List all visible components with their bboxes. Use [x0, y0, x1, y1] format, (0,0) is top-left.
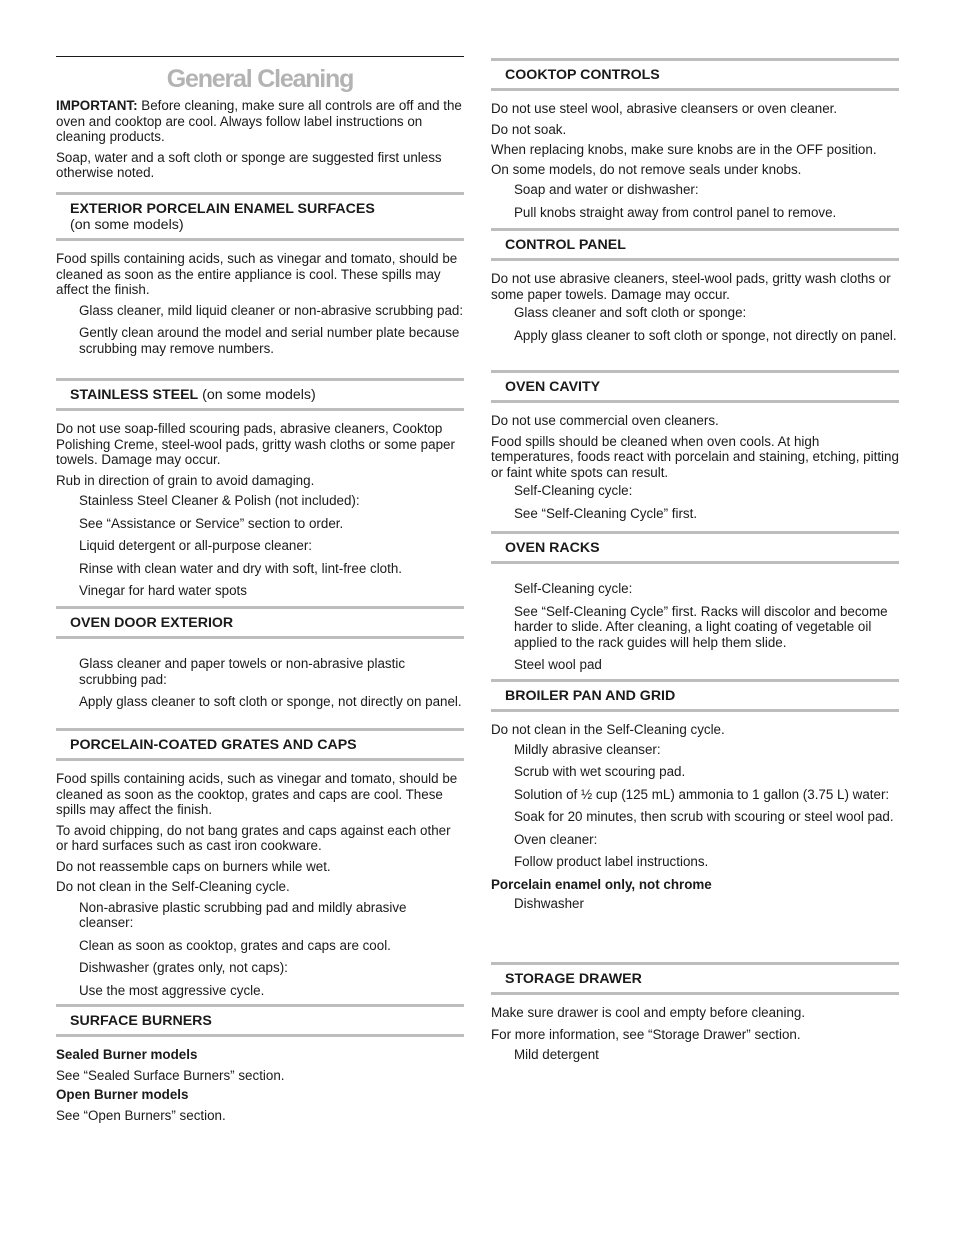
- section-header: [491, 679, 899, 712]
- instruction-item: Apply glass cleaner to soft cloth or sponge, not directly on panel.: [79, 694, 462, 709]
- section-body: [56, 639, 464, 710]
- paragraph: On some models, do not remove seals under knobs.: [491, 161, 802, 177]
- cleaner-item: Mild detergent: [514, 1047, 599, 1062]
- section-title: CONTROL PANEL: [505, 237, 626, 253]
- instruction-item: Pull knobs straight away from control panel to remove.: [514, 204, 837, 220]
- section-body: [491, 712, 899, 912]
- section-title: COOKTOP CONTROLS: [505, 67, 660, 83]
- section-exterior-porcelain: [56, 192, 464, 356]
- section-surface-burners: [56, 1004, 464, 1123]
- section-header: [491, 58, 899, 91]
- section-subtitle: (on some models): [70, 217, 184, 233]
- section-header: [56, 728, 464, 761]
- paragraph: See “Open Burners” section.: [56, 1107, 226, 1123]
- section-body: [56, 241, 464, 356]
- cleaner-item: Glass cleaner, mild liquid cleaner or non-abrasive scrubbing pad:: [79, 302, 464, 318]
- cleaner-item: Oven cleaner:: [514, 831, 598, 847]
- section-body: [491, 564, 899, 673]
- cleaner-item: Soap and water or dishwasher:: [514, 182, 699, 197]
- cleaner-item: Liquid detergent or all-purpose cleaner:: [79, 538, 312, 553]
- cleaner-item: Self-Cleaning cycle:: [514, 483, 633, 498]
- instruction-item: Apply glass cleaner to soft cloth or sponge, not directly on panel.: [514, 327, 897, 343]
- section-title: EXTERIOR PORCELAIN ENAMEL SURFACES: [70, 201, 375, 217]
- instruction-item: Follow product label instructions.: [514, 854, 709, 869]
- paragraph: Do not clean in the Self-Cleaning cycle.: [56, 879, 290, 894]
- paragraph: To avoid chipping, do not bang grates and caps against each other or hard surfaces such as cast iron cookware.: [56, 822, 451, 853]
- title-rule: [56, 56, 464, 57]
- important-label: IMPORTANT:: [56, 98, 138, 113]
- paragraph: Do not soak.: [491, 121, 567, 137]
- subheading-text: Open Burner models: [56, 1087, 189, 1102]
- section-header: [56, 1004, 464, 1037]
- section-header: [56, 378, 464, 411]
- section-oven-door-exterior: [56, 606, 464, 710]
- paragraph: For more information, see “Storage Drawer” section.: [491, 1026, 801, 1042]
- instruction-item: Use the most aggressive cycle.: [79, 982, 265, 998]
- paragraph: Do not use commercial oven cleaners.: [491, 413, 719, 428]
- instruction-item: Scrub with wet scouring pad.: [514, 764, 686, 779]
- section-header: [491, 962, 899, 995]
- section-title: OVEN RACKS: [505, 540, 600, 556]
- subheading: Sealed Burner models: [56, 1047, 198, 1062]
- section-title: OVEN CAVITY: [505, 379, 601, 395]
- instruction-item: Soak for 20 minutes, then scrub with scouring or steel wool pad.: [514, 809, 894, 824]
- section-body: [491, 403, 899, 521]
- section-body: [491, 261, 899, 343]
- paragraph: Do not reassemble caps on burners while wet.: [56, 858, 331, 874]
- instruction-item: Clean as soon as cooktop, grates and caps are cool.: [79, 937, 391, 953]
- important-note: [56, 98, 464, 145]
- section-subtitle: (on some models): [198, 387, 316, 403]
- important-text: Before cleaning, make sure all controls are off and the oven and cooktop are cool. Always follow label instructions on cleaning products.: [56, 98, 462, 144]
- section-broiler-pan: [491, 679, 899, 912]
- section-header: [56, 606, 464, 639]
- section-header: [491, 531, 899, 564]
- section-storage-drawer: [491, 962, 899, 1063]
- section-header: [56, 192, 464, 241]
- section-header: [491, 370, 899, 403]
- cleaner-item: Glass cleaner and soft cloth or sponge:: [514, 305, 747, 320]
- section-body: [56, 411, 464, 599]
- section-body: [56, 761, 464, 998]
- paragraph: Rub in direction of grain to avoid damaging.: [56, 472, 315, 488]
- paragraph: Make sure drawer is cool and empty before cleaning.: [491, 1005, 806, 1020]
- cleaner-item: Solution of ½ cup (125 mL) ammonia to 1 gallon (3.75 L) water:: [514, 786, 890, 802]
- cleaner-item: Vinegar for hard water spots: [79, 583, 247, 598]
- instruction-item: Gently clean around the model and serial number plate because scrubbing may remove numbers.: [79, 325, 460, 356]
- section-control-panel: [491, 228, 899, 343]
- section-header: [491, 228, 899, 261]
- cleaner-item: Steel wool pad: [514, 657, 602, 672]
- cleaner-item: Dishwasher (grates only, not caps):: [79, 960, 288, 975]
- section-body: [491, 995, 899, 1063]
- paragraph: Do not use steel wool, abrasive cleansers or oven cleaner.: [491, 101, 838, 116]
- instruction-item: See “Self-Cleaning Cycle” first. Racks will discolor and become harder to slide. After cleaning, a light coating of vegetable oil applied to the rack guides will help them slide.: [514, 603, 888, 650]
- section-title: STORAGE DRAWER: [505, 971, 642, 987]
- section-title: STAINLESS STEEL: [70, 387, 199, 403]
- section-oven-cavity: [491, 370, 899, 521]
- cleaner-item: Dishwasher: [514, 896, 584, 911]
- section-title: PORCELAIN-COATED GRATES AND CAPS: [70, 737, 357, 753]
- instruction-item: See “Self-Cleaning Cycle” first.: [514, 505, 698, 521]
- paragraph: Food spills should be cleaned when oven cools. At high temperatures, foods react with porcelain and staining, etching, pitting or faint white spots can result.: [491, 433, 899, 480]
- cleaner-item: Stainless Steel Cleaner & Polish (not included):: [79, 493, 360, 508]
- cleaner-item: Glass cleaner and paper towels or non-abrasive plastic scrubbing pad:: [79, 656, 406, 687]
- section-stainless-steel: [56, 378, 464, 599]
- page-title: General Cleaning: [166, 65, 354, 93]
- cleaner-item: Mildly abrasive cleanser:: [514, 741, 661, 757]
- section-oven-racks: [491, 531, 899, 673]
- intro: [56, 98, 464, 181]
- paragraph: Do not use abrasive cleaners, steel-wool pads, gritty wash cloths or some paper towels. Damage may occur.: [491, 271, 891, 302]
- section-title: OVEN DOOR EXTERIOR: [70, 615, 234, 631]
- section-title: SURFACE BURNERS: [70, 1013, 212, 1029]
- paragraph: Do not clean in the Self-Cleaning cycle.: [491, 722, 725, 737]
- cleaner-item: Non-abrasive plastic scrubbing pad and mildly abrasive cleanser:: [79, 899, 407, 930]
- section-body: [491, 91, 899, 220]
- paragraph: Food spills containing acids, such as vinegar and tomato, should be cleaned as soon as the cooktop, grates and caps are cool. These spills may affect the finish.: [56, 771, 458, 817]
- paragraph: See “Sealed Surface Burners” section.: [56, 1067, 285, 1083]
- section-body: [56, 1037, 464, 1123]
- section-title: BROILER PAN AND GRID: [505, 688, 676, 704]
- cleaner-item: Self-Cleaning cycle:: [514, 581, 633, 596]
- instruction-item: Rinse with clean water and dry with soft, lint-free cloth.: [79, 560, 403, 576]
- paragraph: Do not use soap-filled scouring pads, abrasive cleaners, Cooktop Polishing Creme, steel-wool pads, gritty wash cloths or some paper towels. Damage may occur.: [56, 421, 455, 467]
- subheading: Porcelain enamel only, not chrome: [491, 876, 712, 892]
- instruction-item: See “Assistance or Service” section to order.: [79, 515, 344, 531]
- section-grates-caps: [56, 728, 464, 998]
- paragraph: Food spills containing acids, such as vinegar and tomato, should be cleaned as soon as the entire appliance is cool. These spills may affect the finish.: [56, 251, 458, 297]
- subheading: [56, 1087, 464, 1103]
- section-cooktop-controls: [491, 58, 899, 220]
- soap-note: Soap, water and a soft cloth or sponge are suggested first unless otherwise noted.: [56, 149, 442, 180]
- paragraph: When replacing knobs, make sure knobs are in the OFF position.: [491, 142, 877, 157]
